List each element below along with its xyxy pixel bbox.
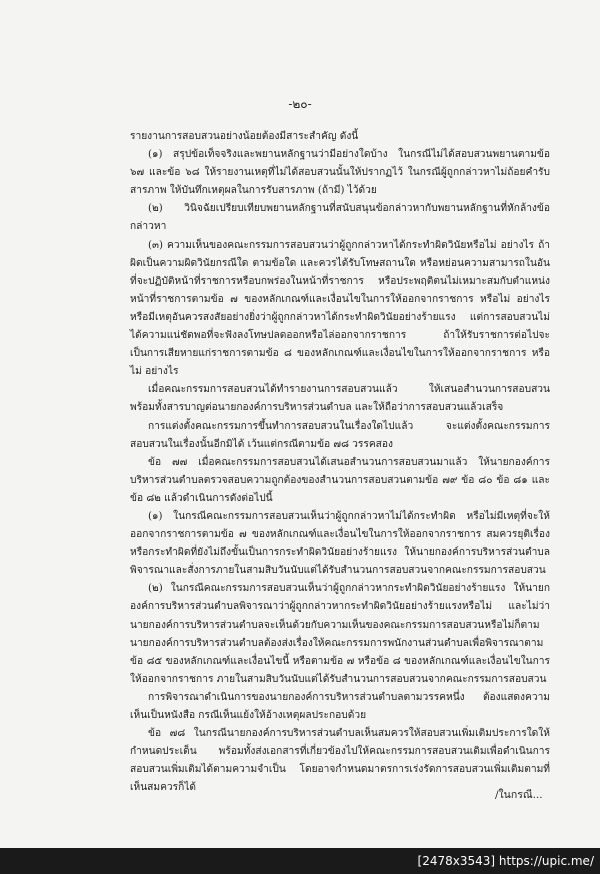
paragraph: เมื่อคณะกรรมการสอบสวนได้ทำรายงานการสอบสวนแล้ว ให้เสนอสำนวนการสอบสวน พร้อมทั้งสารบาญต่อนายกองค์การบริหารส่วนตำบล และให้ถือว่าการสอบสวนแล้วเสร็จ xyxy=(130,384,550,414)
continuation-marker: /ในกรณี... xyxy=(495,789,543,801)
paragraph: การแต่งตั้งคณะกรรมการขึ้นทำการสอบสวนในเรื่องใดไปแล้ว จะแต่งตั้งคณะกรรมการสอบสวนในเรื่องนั้นอีกมิได้ เว้นแต่กรณีตามข้อ ๗๘ วรรคสอง xyxy=(130,420,550,450)
page-number: -๒๐- xyxy=(288,97,312,111)
paragraph: ข้อ ๗๘ ในกรณีนายกองค์การบริหารส่วนตำบลเห็นสมควรให้สอบสวนเพิ่มเติมประการใดให้กำหนดประเด็น พร้อมทั้งส่งเอกสารที่เกี่ยวข้องไปให้คณะกรรมการสอบสวนเดิมเพื่อดำเนินการสอบสวนเพิ่มเติมได้ตามความจำเป็น โดยอาจกำหนดมาตรการเร่งรัดการสอบสวนเพิ่มเติมตามที่เห็นสมควรก็ได้ xyxy=(130,728,550,794)
paragraph: ข้อ ๗๗ เมื่อคณะกรรมการสอบสวนได้เสนอสำนวนการสอบสวนมาแล้ว ให้นายกองค์การบริหารส่วนตำบลตรวจสอบความถูกต้องของสำนวนการสอบสวนตามข้อ ๗๙ ข้อ ๘๐ ข้อ ๘๑ และข้อ ๘๒ แล้วดำเนินการดังต่อไปนี้ xyxy=(130,456,550,504)
body-text xyxy=(130,128,550,797)
paragraph: (๓) ความเห็นของคณะกรรมการสอบสวนว่าผู้ถูกกล่าวหาได้กระทำผิดวินัยหรือไม่ อย่างไร ถ้าผิดเป็นความผิดวินัยกรณีใด ตามข้อใด และควรได้รับโทษสถานใด หรือหย่อนความสามารถในอันที่จะปฏิบัติหน้าที่ราชการหรือบกพร่องในหน้าที่ราชการ หรือประพฤติตนไม่เหมาะสมกับตำแหน่งหน้าที่ราชการตามข้อ ๗ ของหลักเกณฑ์และเงื่อนไขในการให้ออกจากราชการ หรือไม่ อย่างไร หรือมีเหตุอันควรสงสัยอย่างยิ่งว่าผู้ถูกกล่าวหาได้กระทำผิดวินัยอย่างร้ายแรง แต่การสอบสวนไม่ได้ความแน่ชัดพอที่จะฟังลงโทษปลดออกหรือไล่ออกจากราชการ ถ้าให้รับราชการต่อไปจะเป็นการเสียหายแก่ราชการตามข้อ ๘ ของหลักเกณฑ์และเงื่อนไขในการให้ออกจากราชการ หรือไม่ อย่างไร xyxy=(130,239,550,378)
image-host-watermark: [2478x3543] https://upic.me/ xyxy=(417,854,594,868)
paragraph: (๑) ในกรณีคณะกรรมการสอบสวนเห็นว่าผู้ถูกกล่าวหาไม่ได้กระทำผิด หรือไม่มีเหตุที่จะให้ออกจากราชการตามข้อ ๗ ของหลักเกณฑ์และเงื่อนไขในการให้ออกจากราชการ สมควรยุติเรื่อง หรือกระทำผิดที่ยังไม่ถึงขั้นเป็นการกระทำผิดวินัยอย่างร้ายแรง ให้นายกองค์การบริหารส่วนตำบลพิจารณาและสั่งการภายในสามสิบวันนับแต่ได้รับสำนวนการสอบสวนจากคณะกรรมการสอบสวน xyxy=(130,510,550,577)
paragraph: การพิจารณาดำเนินการของนายกองค์การบริหารส่วนตำบลตามวรรคหนึ่ง ต้องแสดงความเห็นเป็นหนังสือ กรณีเห็นแย้งให้อ้างเหตุผลประกอบด้วย xyxy=(130,691,550,721)
paragraph: (๑) สรุปข้อเท็จจริงและพยานหลักฐานว่ามีอย่างใดบ้าง ในกรณีไม่ได้สอบสวนพยานตามข้อ ๖๗ และข้อ ๖๘ ให้รายงานเหตุที่ไม่ได้สอบสวนนั้นให้ปรากฏไว้ ในกรณีผู้ถูกกล่าวหาไม่ถ้อยคำรับสารภาพ ให้บันทึกเหตุผลในการรับสารภาพ (ถ้ามี) ไว้ด้วย xyxy=(130,149,550,197)
paragraph: (๒) วินิจฉัยเปรียบเทียบพยานหลักฐานที่สนับสนุนข้อกล่าวหากับพยานหลักฐานที่หักล้างข้อกล่าวหา xyxy=(130,203,550,233)
paragraph: (๒) ในกรณีคณะกรรมการสอบสวนเห็นว่าผู้ถูกกล่าวหากระทำผิดวินัยอย่างร้ายแรง ให้นายกองค์การบริหารส่วนตำบลพิจารณาว่าผู้ถูกกล่าวหากระทำผิดวินัยอย่างร้ายแรงหรือไม่ และไม่ว่านายกองค์การบริหารส่วนตำบลจะเห็นด้วยกับความเห็นของคณะกรรมการสอบสวนหรือไม่ก็ตาม นายกองค์การบริหารส่วนตำบลต้องส่งเรื่องให้คณะกรรมการพนักงานส่วนตำบลเพื่อพิจารณาตามข้อ ๘๕ ของหลักเกณฑ์และเงื่อนไขนี้ หรือตามข้อ ๗ หรือข้อ ๘ ของหลักเกณฑ์และเงื่อนไขในการให้ออกจากราชการ ภายในสามสิบวันนับแต่ได้รับสำนวนการสอบสวนจากคณะกรรมการสอบสวน xyxy=(130,583,550,685)
paragraph: รายงานการสอบสวนอย่างน้อยต้องมีสาระสำคัญ ดังนี้ xyxy=(130,131,359,142)
